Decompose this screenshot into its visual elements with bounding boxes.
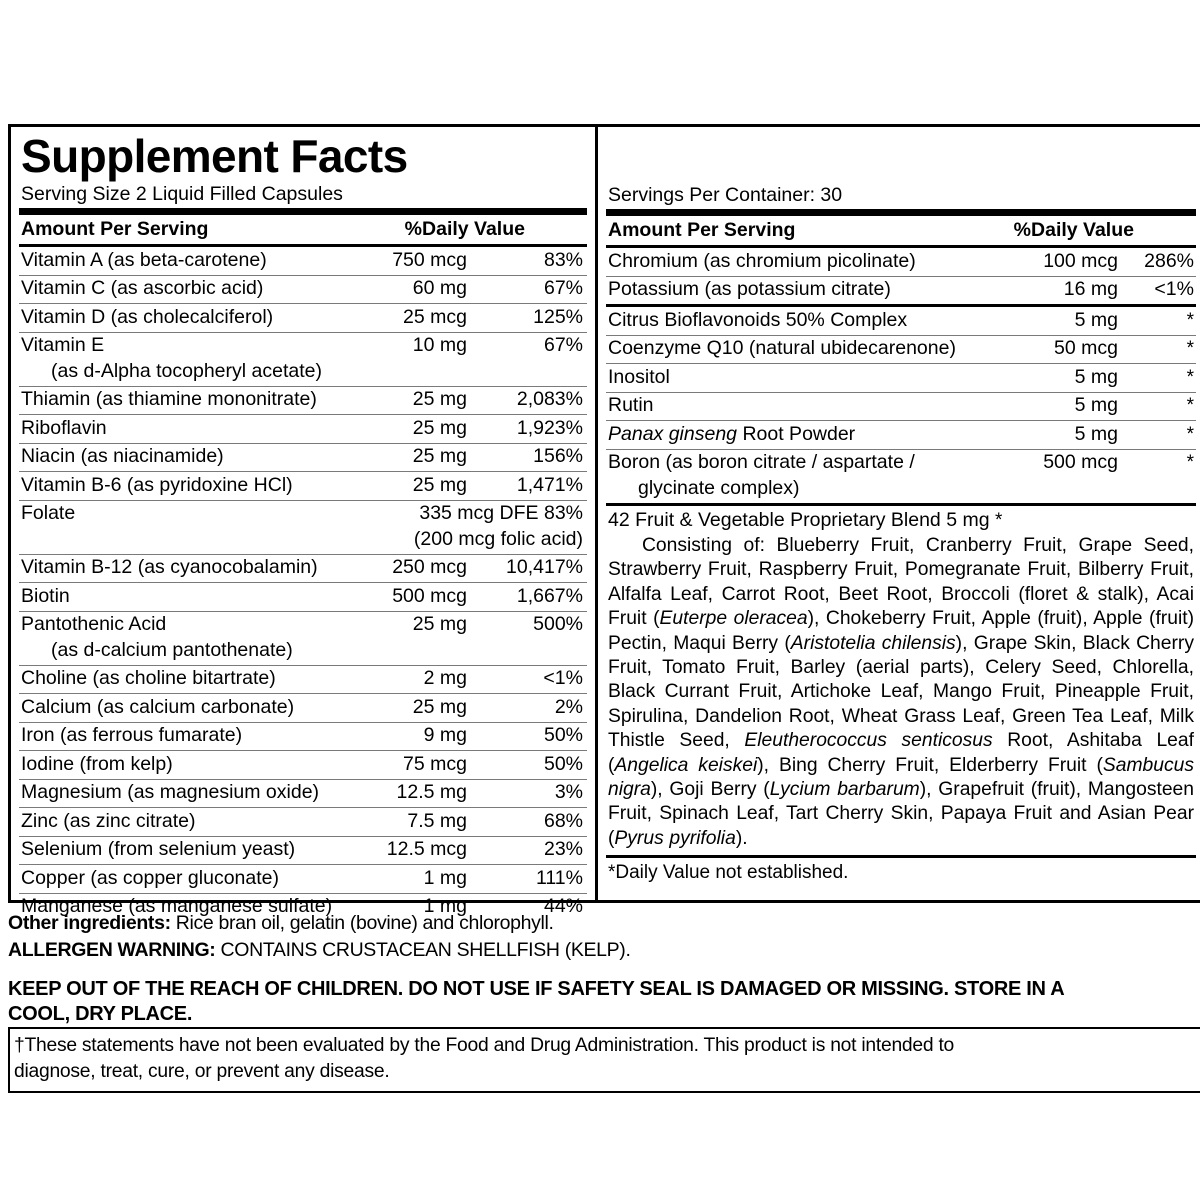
nutrient-name: Calcium (as calcium carbonate): [21, 695, 295, 718]
table-row: [606, 450, 1196, 503]
keep-out-of-reach-line-1: KEEP OUT OF THE REACH OF CHILDREN. DO NOT USE IF SAFETY SEAL IS DAMAGED OR MISSING. STORE IN A: [8, 978, 1065, 1000]
nutrient-amount: 60 mg: [412, 277, 467, 299]
nutrient-amount-subline: (200 mcg folic acid): [413, 527, 583, 550]
nutrient-name: Thiamin (as thiamine mononitrate): [21, 388, 317, 410]
rule-thick-left: [19, 208, 587, 215]
nutrient-daily-value: *: [1186, 452, 1194, 473]
nutrient-amount: 12.5 mg: [396, 781, 467, 803]
nutrient-amount: 5 mg: [1074, 308, 1118, 331]
table-row: [606, 248, 1196, 276]
nutrient-amount: 50 mcg: [1054, 337, 1118, 359]
blend-dv-asterisk: *: [994, 509, 1003, 531]
supplement-facts-panel: [8, 124, 1200, 917]
nutrient-name: Potassium (as potassium citrate): [608, 278, 891, 300]
table-row: [19, 612, 587, 665]
nutrient-amount: 500 mcg: [1043, 451, 1118, 473]
table-row: [19, 555, 587, 583]
nutrient-amount: 25 mg: [412, 416, 467, 439]
nutrient-amount: 10 mg: [412, 334, 467, 356]
nutrient-name: Vitamin B-12 (as cyanocobalamin): [21, 556, 318, 578]
serving-size-text: Serving Size 2 Liquid Filled Capsules: [21, 183, 343, 205]
table-row: [606, 307, 1196, 335]
table-header-right: [606, 216, 1196, 245]
keep-out-of-reach-line-2: COOL, DRY PLACE.: [8, 1003, 193, 1025]
nutrient-table-left: [19, 247, 587, 921]
nutrient-subtext: glycinate complex): [638, 476, 800, 499]
nutrient-name: Riboflavin: [21, 416, 107, 439]
nutrient-name: Boron (as boron citrate / aspartate /: [608, 451, 915, 473]
nutrient-daily-value: 50%: [543, 752, 583, 775]
nutrient-name: Vitamin D (as cholecalciferol): [21, 305, 274, 328]
table-row: [19, 694, 587, 722]
nutrient-amount: 75 mcg: [403, 752, 467, 775]
nutrient-name: Biotin: [21, 584, 70, 607]
nutrient-name: Pantothenic Acid: [21, 613, 167, 635]
blend-amount: 5 mg: [946, 508, 990, 531]
table-row: [19, 444, 587, 472]
table-row: [19, 472, 587, 500]
header-daily-value: %Daily Value: [404, 218, 525, 240]
table-row: [19, 865, 587, 893]
disclaimer-line-2: diagnose, treat, cure, or prevent any disease.: [14, 1061, 390, 1082]
nutrient-amount: 1 mg: [423, 866, 467, 889]
nutrient-amount: 25 mcg: [403, 305, 467, 328]
nutrient-amount: 250 mcg: [392, 556, 467, 578]
nutrient-amount: 9 mg: [423, 724, 467, 746]
nutrient-amount: 500 mcg: [392, 584, 467, 607]
table-row: [19, 247, 587, 275]
allergen-warning-label: ALLERGEN WARNING:: [8, 939, 216, 961]
nutrient-daily-value: <1%: [543, 667, 583, 689]
nutrient-daily-value: *: [1186, 395, 1194, 416]
right-column-spacer: [606, 127, 1196, 179]
page-title: Supplement Facts: [21, 130, 408, 182]
nutrient-name: Selenium (from selenium yeast): [21, 838, 296, 860]
nutrient-name: Rutin: [608, 394, 654, 416]
facts-right-column: [598, 127, 1200, 900]
nutrient-daily-value: 500%: [533, 613, 583, 635]
nutrient-amount-wide: 335 mcg DFE 83%: [419, 502, 583, 524]
daily-value-footnote: *Daily Value not established.: [608, 862, 849, 884]
header-amount-per-serving-right: Amount Per Serving: [608, 219, 796, 241]
nutrient-name: Chromium (as chromium picolinate): [608, 249, 916, 272]
nutrient-subtext: (as d-Alpha tocopheryl acetate): [51, 359, 322, 382]
table-row: [19, 387, 587, 415]
nutrient-name: Vitamin E: [21, 334, 105, 356]
nutrient-amount: 1 mg: [423, 895, 467, 917]
nutrient-daily-value: 3%: [554, 781, 583, 803]
nutrient-name: Inositol: [608, 365, 670, 388]
nutrient-daily-value: 68%: [543, 809, 583, 832]
nutrient-daily-value: 50%: [543, 724, 583, 746]
nutrient-daily-value: 1,667%: [516, 584, 583, 607]
nutrient-name: Magnesium (as magnesium oxide): [21, 781, 320, 803]
nutrient-daily-value: 156%: [533, 445, 583, 467]
table-row: [19, 780, 587, 808]
nutrient-daily-value: 1,471%: [516, 473, 583, 496]
nutrient-daily-value: 10,417%: [506, 556, 583, 578]
nutrient-name: Panax ginseng Root Powder: [608, 422, 856, 445]
nutrient-name: Manganese (as manganese sulfate): [21, 895, 333, 917]
header-amount-per-serving: Amount Per Serving: [21, 218, 209, 240]
nutrient-name: Niacin (as niacinamide): [21, 445, 224, 467]
nutrient-amount: 25 mg: [412, 388, 467, 410]
table-row: [606, 336, 1196, 364]
nutrient-daily-value: 111%: [536, 866, 583, 889]
other-ingredients-value: Rice bran oil, gelatin (bovine) and chlorophyll.: [170, 912, 554, 934]
nutrient-daily-value: <1%: [1154, 278, 1194, 300]
nutrient-name: Zinc (as zinc citrate): [21, 809, 196, 832]
header-daily-value-right: %Daily Value: [1013, 219, 1134, 241]
nutrient-name: Vitamin C (as ascorbic acid): [21, 277, 264, 299]
blend-ingredients-text: Consisting of: Blueberry Fruit, Cranberry Fruit, Grape Seed, Strawberry Fruit, Raspberry Fruit, Pomegranate Fruit, Bilberry Fruit, Alfalfa Leaf, Carrot Root, Beet Root, Broccoli (floret & stalk), Acai Fruit (Euterpe oleracea), Chokeberry Fruit, Apple (fruit), Apple (fruit) Pectin, Maqui Berry (Aristotelia chilensis), Grape Skin, Black Cherry Fruit, Tomato Fruit, Barley (aerial parts), Celery Seed, Chlorella, Black Currant Fruit, Artichoke Leaf, Mango Fruit, Pineapple Fruit, Spirulina, Dandelion Root, Wheat Grass Leaf, Green Tea Leaf, Milk Thistle Seed, Eleutherococcus senticosus Root, Ashitaba Leaf (Angelica keiskei), Bing Cherry Fruit, Elderberry Fruit (Sambucus nigra), Goji Berry (Lycium barbarum), Grapefruit (fruit), Mangosteen Fruit, Spinach Leaf, Tart Cherry Skin, Papaya Fruit and Asian Pear (Pyrus pyrifolia).: [608, 535, 1195, 849]
nutrient-subtext: (as d-calcium pantothenate): [51, 638, 293, 661]
nutrient-name: Copper (as copper gluconate): [21, 866, 279, 889]
nutrient-name: Choline (as choline bitartrate): [21, 667, 276, 689]
nutrient-daily-value: 67%: [543, 334, 583, 356]
nutrient-amount: 25 mg: [412, 445, 467, 467]
footer-text-block: [8, 910, 1200, 1027]
nutrient-amount: 5 mg: [1074, 422, 1118, 445]
nutrient-table-right-top: [606, 248, 1196, 304]
nutrient-amount: 750 mcg: [392, 248, 467, 271]
blend-header-row: [606, 506, 1196, 535]
table-row: [19, 583, 587, 611]
nutrient-name: Vitamin A (as beta-carotene): [21, 248, 267, 271]
nutrient-amount: 5 mg: [1074, 365, 1118, 388]
nutrient-daily-value: *: [1186, 309, 1194, 331]
table-row: [19, 808, 587, 836]
allergen-warning-line: [8, 937, 1200, 964]
nutrient-daily-value: *: [1186, 366, 1194, 388]
table-row: [19, 333, 587, 386]
nutrient-daily-value: *: [1186, 338, 1194, 359]
blend-name: 42 Fruit & Vegetable Proprietary Blend: [608, 508, 941, 531]
table-row: [19, 304, 587, 332]
servings-per-container-text: Servings Per Container: 30: [608, 184, 843, 206]
nutrient-daily-value: 2%: [554, 695, 583, 718]
nutrient-amount: 25 mg: [412, 613, 467, 635]
table-header-left: [19, 215, 587, 244]
nutrient-daily-value: 67%: [543, 277, 583, 299]
nutrient-name: Iodine (from kelp): [21, 752, 173, 775]
other-ingredients-line: [8, 910, 1200, 937]
nutrient-name: Coenzyme Q10 (natural ubidecarenone): [608, 337, 956, 359]
table-row: [606, 421, 1196, 449]
table-row: [19, 723, 587, 751]
nutrient-amount: 2 mg: [423, 667, 467, 689]
nutrient-daily-value: 2,083%: [516, 388, 583, 410]
nutrient-daily-value: 286%: [1144, 249, 1194, 272]
table-row: [19, 751, 587, 779]
nutrient-daily-value: 44%: [543, 895, 583, 917]
nutrient-daily-value: 23%: [543, 838, 583, 860]
nutrient-amount: 100 mcg: [1043, 249, 1118, 272]
nutrient-name: Iron (as ferrous fumarate): [21, 724, 243, 746]
table-row: [606, 277, 1196, 305]
table-row: [606, 364, 1196, 392]
nutrient-name: Folate: [21, 502, 76, 524]
other-ingredients-label: Other ingredients:: [8, 912, 171, 934]
allergen-warning-value: CONTAINS CRUSTACEAN SHELLFISH (KELP).: [215, 939, 631, 961]
nutrient-daily-value: 1,923%: [516, 416, 583, 439]
nutrient-amount: 25 mg: [412, 695, 467, 718]
fda-disclaimer-box: [8, 1027, 1200, 1093]
table-row: [19, 837, 587, 865]
nutrient-name: Citrus Bioflavonoids 50% Complex: [608, 308, 908, 331]
nutrient-daily-value: 125%: [533, 305, 583, 328]
nutrient-daily-value: 83%: [543, 248, 583, 271]
nutrient-amount: 7.5 mg: [407, 809, 467, 832]
table-row: [19, 415, 587, 443]
nutrient-amount: 12.5 mcg: [386, 838, 467, 860]
table-row: [19, 276, 587, 304]
nutrient-name: Vitamin B-6 (as pyridoxine HCl): [21, 473, 293, 496]
facts-left-column: [11, 127, 598, 917]
table-row: [19, 501, 587, 554]
nutrient-amount: 25 mg: [412, 473, 467, 496]
nutrient-daily-value: *: [1186, 423, 1194, 445]
table-row: [19, 666, 587, 694]
nutrient-table-right-mid: [606, 307, 1196, 503]
disclaimer-line-1: †These statements have not been evaluated by the Food and Drug Administration. This product is not intended to: [14, 1035, 955, 1056]
table-row: [606, 393, 1196, 421]
rule-thick-right: [606, 209, 1196, 216]
nutrient-amount: 5 mg: [1074, 394, 1118, 416]
nutrient-amount: 16 mg: [1063, 278, 1118, 300]
